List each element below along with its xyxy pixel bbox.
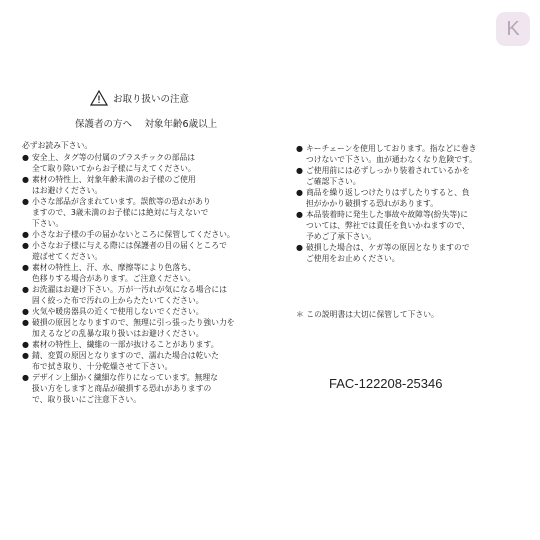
warning-triangle-icon — [90, 90, 108, 106]
caution-item-text: 小さなお子様に与える際には保護者の目の届くところで 遊ばせてください。 — [32, 241, 227, 261]
bullet-icon: ● — [22, 318, 29, 327]
keep-manual-note: ＊ この説明書は大切に保管して下さい。 — [296, 310, 439, 319]
bullet-icon: ● — [22, 340, 29, 349]
intro-text: 必ずお読み下さい。 — [22, 141, 93, 150]
caution-item — [22, 196, 250, 229]
caution-item-text: 破損の原因となりますので、無理に引っ張ったり強い力を 加えるなどの乱暴な取り扱いはお避けください。 — [32, 318, 235, 338]
left-column — [22, 140, 250, 405]
caution-item — [22, 372, 250, 405]
caution-item-text: 小さなお子様の手の届かないところに保管してください。 — [32, 230, 235, 239]
caution-item-text: 安全上、タグ等の付属のプラスチックの部品は 全て取り除いてからお子様に与えてください。 — [32, 153, 196, 173]
caution-item-text: デザイン上細かく繊細な作りになっています。無理な 扱い方をしますと商品が破損する恐れがありますの で、取り扱いにご注意下さい。 — [32, 373, 218, 404]
bullet-icon: ● — [22, 197, 29, 206]
caution-item — [22, 284, 250, 306]
bullet-icon: ● — [296, 144, 303, 153]
caution-item — [22, 174, 250, 196]
caution-item — [296, 143, 506, 165]
caution-item — [296, 187, 506, 209]
caution-item — [22, 262, 250, 284]
caution-item — [22, 229, 250, 240]
bullet-icon: ● — [22, 153, 29, 162]
caution-title-row — [90, 90, 250, 106]
bullet-icon: ● — [22, 307, 29, 316]
product-code: FAC-122208-25346 — [329, 376, 443, 391]
caution-item-text: 破損した場合は、ケガ等の原因となりますので ご使用をお止めください。 — [306, 243, 470, 263]
caution-item-text: 商品を繰り返しつけたりはずしたりすると、負 担がかかり破損する恐れがあります。 — [306, 188, 470, 208]
audience-line: 保護者の方へ 対象年齢6歳以上 — [75, 119, 218, 130]
caution-item-text: ご使用前には必ずしっかり装着されているかを ご確認下さい。 — [306, 166, 470, 186]
left-caution-list — [22, 152, 250, 405]
caution-item — [22, 350, 250, 372]
caution-item — [22, 339, 250, 350]
caution-item — [22, 317, 250, 339]
caution-item-text: 小さな部品が含まれています。誤飲等の恐れがあり ますので、3歳未満のお子様には絶対に与えないで 下さい。 — [32, 197, 211, 228]
caution-item-text: 錆、変質の原因となりますので、濡れた場合は乾いた 布で拭き取り、十分乾燥させて下さい。 — [32, 351, 219, 371]
bullet-icon: ● — [296, 188, 303, 197]
caution-item-text: 素材の特性上、汗、水、摩擦等により色落ち、 色移りする場合があります。ご注意ください。 — [32, 263, 196, 283]
bullet-icon: ● — [22, 230, 29, 239]
caution-item — [22, 306, 250, 317]
k-badge-icon: K — [496, 12, 530, 46]
bullet-icon: ● — [22, 373, 29, 382]
bullet-icon: ● — [22, 351, 29, 360]
caution-item-text: 本品装着時に発生した事故や故障等(紛失等)に ついては、弊社では責任を負いかねますので、 予めご了承下さい。 — [306, 210, 470, 241]
right-caution-list — [296, 143, 506, 264]
bullet-icon: ● — [22, 263, 29, 272]
caution-item-text: 素材の特性上、対象年齢未満のお子様のご使用 はお避けください。 — [32, 175, 196, 195]
bullet-icon: ● — [22, 175, 29, 184]
caution-item — [296, 209, 506, 242]
caution-item — [22, 152, 250, 174]
caution-item-text: お洗濯はお避け下さい。万が一汚れが気になる場合には 固く絞った布で汚れの上からたたいてください。 — [32, 285, 227, 305]
caution-item-text: 火気や暖房器具の近くで使用しないでください。 — [32, 307, 204, 316]
caution-item — [296, 165, 506, 187]
caution-title: お取り扱いの注意 — [113, 94, 190, 105]
bullet-icon: ● — [296, 210, 303, 219]
right-column — [296, 143, 506, 264]
caution-item-text: キーチェーンを使用しております。指などに巻き つけないで下さい。血が通わなくなり危険です。 — [306, 144, 477, 164]
caution-item-text: 素材の特性上、繊維の一部が抜けることがあります。 — [32, 340, 219, 349]
bullet-icon: ● — [296, 166, 303, 175]
bullet-icon: ● — [22, 285, 29, 294]
bullet-icon: ● — [22, 241, 29, 250]
caution-item — [296, 242, 506, 264]
caution-header — [60, 90, 250, 130]
bullet-icon: ● — [296, 243, 303, 252]
caution-item — [22, 240, 250, 262]
